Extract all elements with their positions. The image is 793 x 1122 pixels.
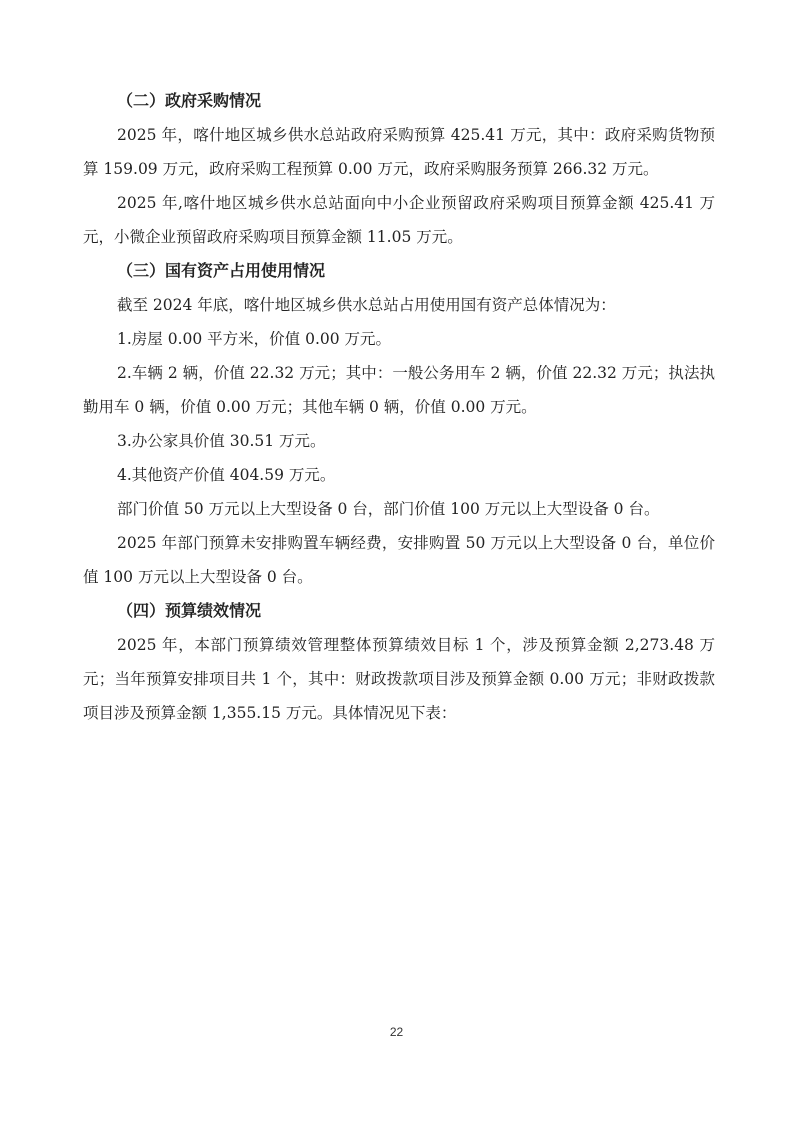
paragraph-vehicle-purchase-plan: 2025 年部门预算未安排购置车辆经费，安排购置 50 万元以上大型设备 0 台，单位价值 100 万元以上大型设备 0 台。 [83,534,715,586]
section-heading-government-procurement: （二）政府采购情况 [117,91,262,110]
paragraph-assets-other: 4.其他资产价值 404.59 万元。 [117,466,336,484]
paragraph-sme-reserved-procurement: 2025 年,喀什地区城乡供水总站面向中小企业预留政府采购项目预算金额 425.41 万元，小微企业预留政府采购项目预算金额 11.05 万元。 [83,194,715,246]
page-number: 22 [389,1025,404,1039]
paragraph-assets-vehicles: 2.车辆 2 辆，价值 22.32 万元；其中：一般公务用车 2 辆，价值 22.32 万元；执法执勤用车 0 辆，价值 0.00 万元；其他车辆 0 辆，价值 0.00 万元。 [83,364,715,416]
paragraph-assets-overview: 截至 2024 年底，喀什地区城乡供水总站占用使用国有资产总体情况为： [117,296,616,314]
section-heading-budget-performance: （四）预算绩效情况 [117,601,262,620]
section-heading-state-assets: （三）国有资产占用使用情况 [117,261,326,280]
paragraph-performance-targets: 2025 年，本部门预算绩效管理整体预算绩效目标 1 个，涉及预算金额 2,273.48 万元；当年预算安排项目共 1 个，其中：财政拨款项目涉及预算金额 0.00 万元；非财政拨款项目涉及预算金额 1,355.15 万元。具体情况见下表： [83,636,715,722]
document-body [83,84,715,730]
paragraph-assets-furniture: 3.办公家具价值 30.51 万元。 [117,432,326,450]
paragraph-procurement-budget: 2025 年，喀什地区城乡供水总站政府采购预算 425.41 万元，其中：政府采购货物预算 159.09 万元，政府采购工程预算 0.00 万元，政府采购服务预算 266.32 万元。 [83,126,715,178]
paragraph-assets-housing: 1.房屋 0.00 平方米，价值 0.00 万元。 [117,330,392,348]
paragraph-large-equipment: 部门价值 50 万元以上大型设备 0 台，部门价值 100 万元以上大型设备 0 台。 [117,500,660,518]
